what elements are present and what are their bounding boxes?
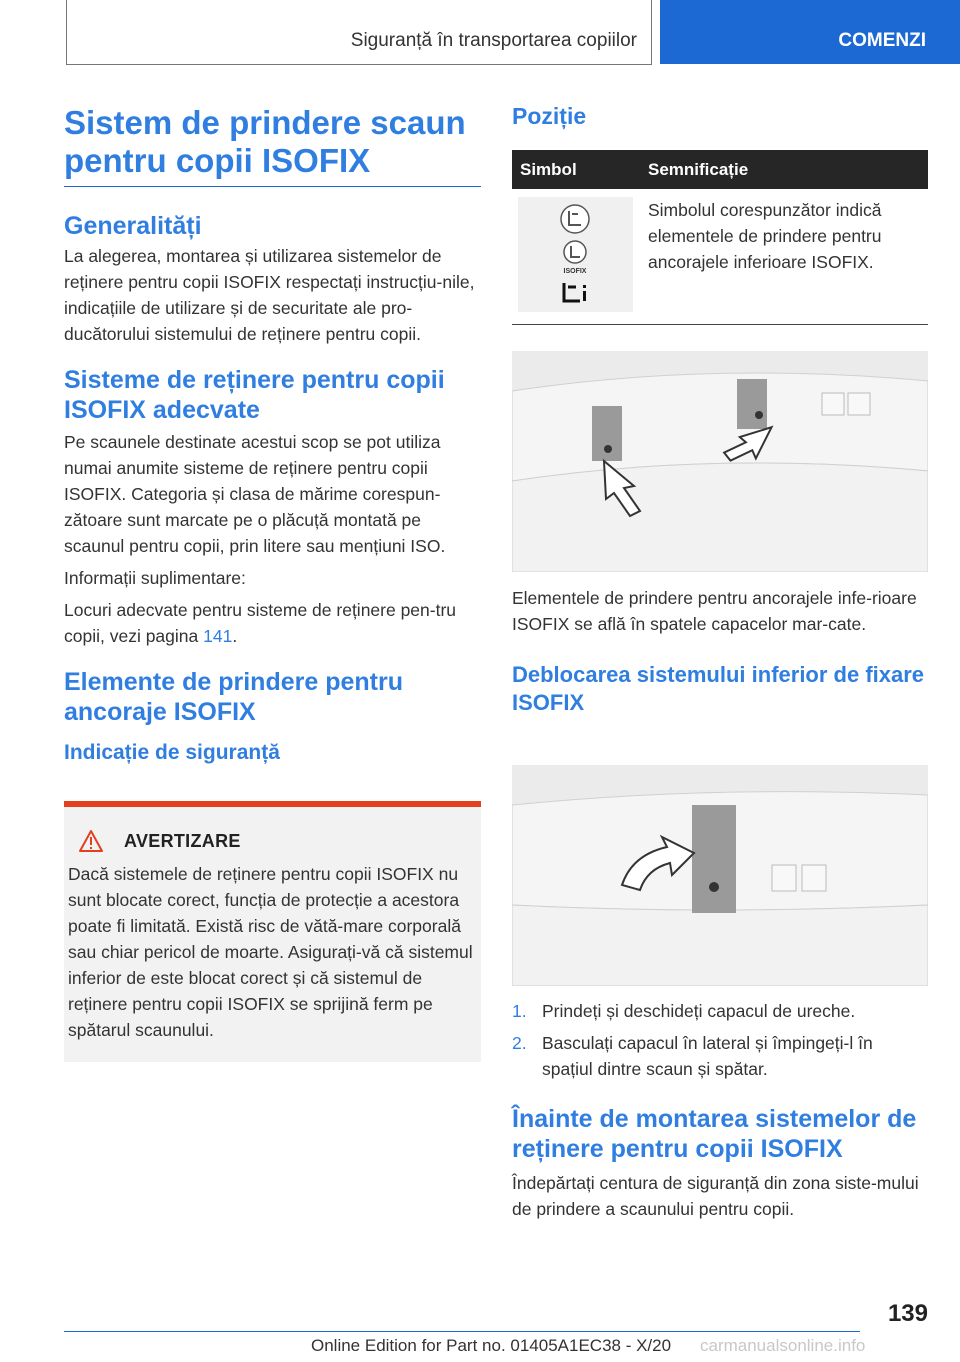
general-heading: Generalități — [64, 212, 202, 240]
before-text: Îndepărtați centura de siguranță din zona siste-mului de prindere a scaunului pentru copii. — [512, 1173, 919, 1219]
isofix-symbols — [518, 197, 633, 312]
edition-text: Online Edition for Part no. 01405A1EC38 - X/20 — [311, 1336, 672, 1355]
header-section-title: Siguranță în transportarea copiilor — [350, 30, 637, 51]
suitable-seats-label: Locuri adecvate pentru sisteme de reținere pen-tru copii, vezi pagina — [64, 600, 457, 646]
right-body — [512, 585, 928, 717]
page-title: Sistem de prindere scaun pentru copii ISOFIX — [64, 104, 466, 179]
position-heading-wrap — [512, 102, 928, 130]
suitable-seats-end: . — [232, 626, 238, 646]
watermark: carmanualsonline.info — [700, 1336, 866, 1355]
step-text: Basculați capacul în lateral și împingeți-l în spațiul dintre scaun și spătar. — [542, 1033, 873, 1079]
page-link[interactable]: 141 — [203, 626, 233, 646]
general-text: La alegerea, montarea și utilizarea sistemelor de reținere pentru copii ISOFIX respectați instrucțiu-nile, indicațiile de utilizare și de securitate ale pro-ducătorului sistemului de reținere pentru copii. — [64, 246, 475, 344]
table-row — [512, 189, 928, 320]
position-heading: Poziție — [512, 103, 587, 129]
left-column — [64, 104, 481, 767]
isofix-symbol-label: ISOFIX — [563, 268, 587, 275]
symbol-cell — [512, 189, 640, 320]
warning-text: Dacă sistemele de reținere pentru copii ISOFIX nu sunt blocate corect, funcția de protecție a acestora poate fi limitată. Există risc de vătă-mare corporală sau chiar pericol de moarte. Asigurați-vă că sistemul inferior de este blocat corect și că sistemul de reținere pentru copii ISOFIX se sprijină ferm pe spătarul scaunului. — [68, 864, 473, 1040]
anchors-heading: Elemente de prindere pentru ancoraje ISOFIX — [64, 668, 403, 726]
list-item — [512, 1030, 928, 1082]
meaning-cell: Simbolul corespunzător indică elementele de prindere pentru ancorajele inferioare ISOFIX. — [648, 200, 882, 272]
warning-title: AVERTIZARE — [124, 831, 241, 851]
unlock-illustration — [512, 765, 928, 986]
rear-seat-illustration — [512, 351, 928, 572]
table-bottom-rule — [512, 324, 928, 325]
step-number: 2. — [512, 1033, 527, 1053]
warning-box — [64, 801, 481, 1062]
image-caption: Elementele de prindere pentru ancorajele infe-rioare ISOFIX se află în spatele capacelor mar-cate. — [512, 588, 917, 634]
steps-list — [512, 998, 928, 1082]
list-item — [512, 998, 928, 1024]
col-meaning: Semnificație — [640, 150, 928, 189]
header-chapter-tab[interactable] — [660, 0, 960, 64]
isofix-location-image — [512, 351, 928, 572]
before-heading: Înainte de montarea sistemelor de reținere pentru copii ISOFIX — [512, 1105, 917, 1163]
footer-rule — [64, 1331, 860, 1332]
header-chapter-title: COMENZI — [838, 30, 926, 51]
header-section-tab — [66, 0, 652, 65]
step-number: 1. — [512, 1001, 527, 1021]
suitable-heading: Sisteme de reținere pentru copii ISOFIX adecvate — [64, 366, 445, 424]
col-symbol: Simbol — [512, 150, 640, 189]
safety-subheading: Indicație de siguranță — [64, 741, 280, 764]
warning-triangle-icon — [78, 829, 104, 853]
isofix-seat-icon — [518, 197, 633, 312]
suitable-text: Pe scaunele destinate acestui scop se pot utiliza numai anumite sisteme de reținere pentru copii ISOFIX. Categoria și clasa de mărime corespun-zătoare sunt marcate pe o plăcuță montată pe scaunul pentru copii, prin litere sau mențiuni ISO. — [64, 432, 446, 556]
page-number: 139 — [887, 1300, 928, 1327]
unlock-image — [512, 765, 928, 986]
symbol-table — [512, 150, 928, 320]
additional-info: Informații suplimentare: — [64, 568, 246, 588]
symbol-table-header — [512, 150, 928, 189]
before-section — [512, 1104, 928, 1222]
title-rule — [64, 186, 481, 187]
step-text: Prindeți și deschideți capacul de ureche. — [542, 1001, 856, 1021]
unlock-heading: Deblocarea sistemului inferior de fixare ISOFIX — [512, 662, 925, 715]
suitable-seats-text — [64, 597, 481, 649]
